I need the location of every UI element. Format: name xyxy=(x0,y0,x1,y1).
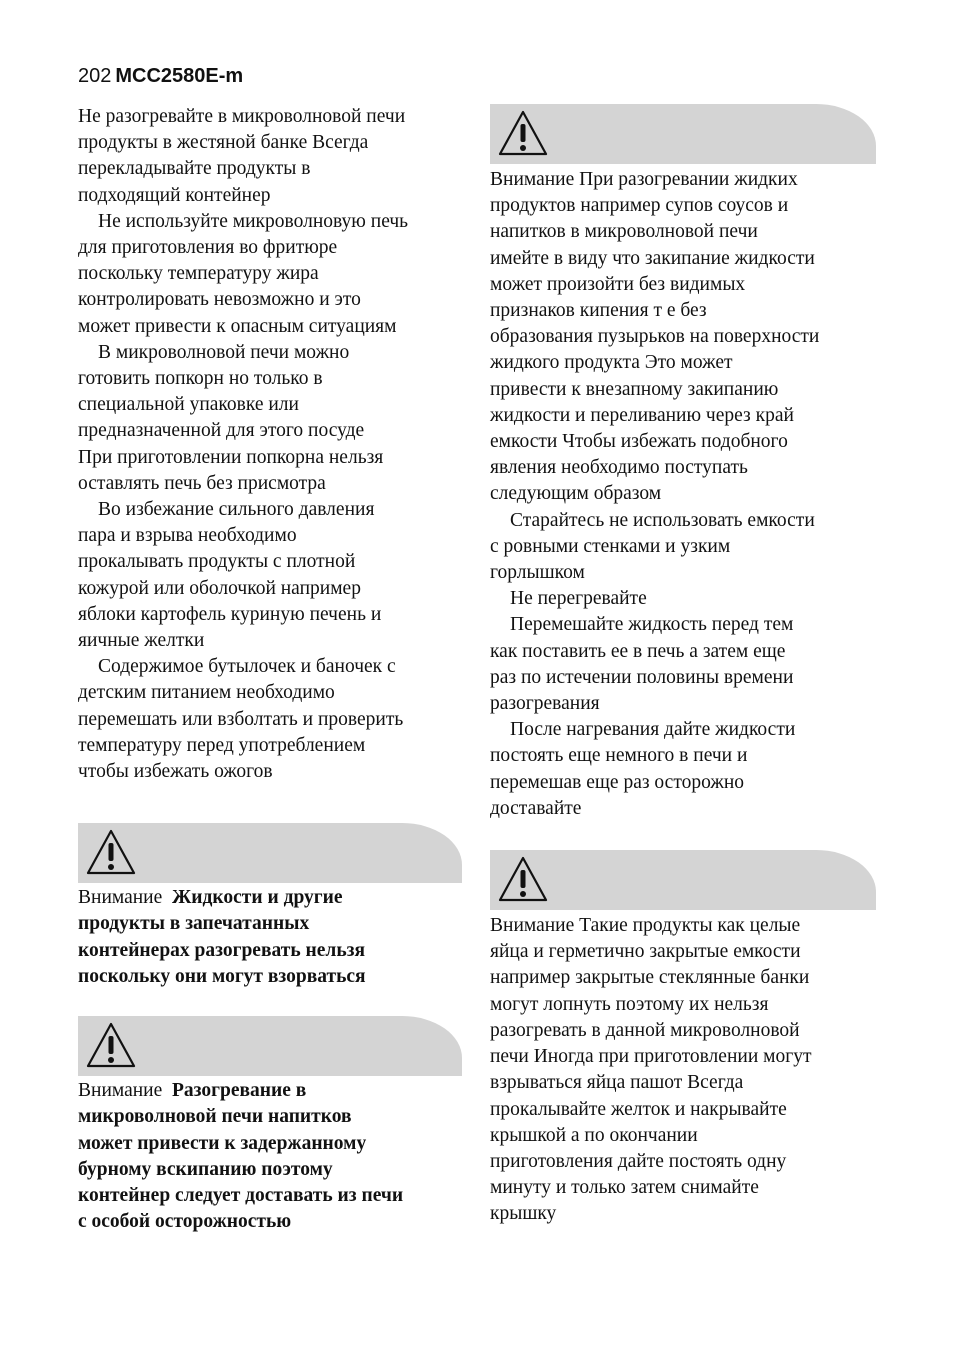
text-line: предназначенной для этого посуде xyxy=(78,420,365,442)
text-line: горлышком xyxy=(490,562,585,584)
text-line: яичные желтки xyxy=(78,630,205,652)
paragraph-pierce-food xyxy=(78,497,468,654)
left-column xyxy=(78,104,468,1235)
text-line: При приготовлении попкорна нельзя xyxy=(78,446,384,468)
text-line: разогревания xyxy=(490,693,600,715)
text-line: может привести к задержанному xyxy=(78,1132,367,1154)
text-line: детским питанием необходимо xyxy=(78,682,335,704)
warning-sealed-containers xyxy=(78,885,468,990)
text-line: пара и взрыва необходимо xyxy=(78,525,297,547)
text-line: Не разогревайте в микроволновой печи xyxy=(78,106,406,127)
text-line: крышку xyxy=(490,1203,557,1225)
text-line: яйца и герметично закрытые емкости xyxy=(490,941,801,963)
warning-banner xyxy=(490,104,876,164)
text-line: признаков кипения т е без xyxy=(490,300,707,322)
text-line: взрываться яйца пашот Всегда xyxy=(490,1072,744,1094)
warning-text: Жидкости и другие xyxy=(172,887,343,909)
text-line: перекладывайте продукты в xyxy=(78,158,311,180)
text-line: минуту и только затем снимайте xyxy=(490,1177,759,1199)
warning-delayed-boiling xyxy=(78,1078,468,1235)
warning-banner xyxy=(490,850,876,910)
text-line: продукты в запечатанных xyxy=(78,913,310,935)
text-line: перемешав еще раз осторожно xyxy=(490,771,745,793)
text-line: например закрытые стеклянные банки xyxy=(490,967,810,989)
text-line: Не используйте микроволновую печь xyxy=(98,210,409,232)
text-line: печи Иногда при приготовлении могут xyxy=(490,1046,812,1068)
text-line: продуктов например супов соусов и xyxy=(490,195,789,217)
text-line: крышкой а по окончании xyxy=(490,1124,698,1146)
text-line: продукты в жестяной банке Всегда xyxy=(78,132,369,154)
paragraph-popcorn xyxy=(78,340,468,497)
text-line: может произойти без видимых xyxy=(490,273,746,295)
text-line: жидкости и переливанию через край xyxy=(490,404,794,426)
warning-label: Внимание xyxy=(78,887,163,909)
text-line: для приготовления во фритюре xyxy=(78,237,338,259)
warning-label: Внимание xyxy=(78,1080,163,1102)
text-line: контейнерах разогревать нельзя xyxy=(78,939,366,961)
text-line: постоять еще немного в печи и xyxy=(490,745,748,767)
text-line: Содержимое бутылочек и баночек с xyxy=(98,656,396,678)
model-name: MCC2580E-m xyxy=(115,65,244,87)
text-line: прокалывайте желток и накрывайте xyxy=(490,1098,787,1120)
warning-triangle-icon xyxy=(85,828,137,876)
text-line: Внимание Такие продукты как целые xyxy=(490,915,801,937)
paragraph-stir xyxy=(490,612,880,717)
text-line: Перемешайте жидкость перед тем xyxy=(510,614,794,636)
paragraph-tin-can xyxy=(78,104,468,209)
text-line: кожурой или оболочкой например xyxy=(78,577,361,599)
text-line: напитков в микроволновой печи xyxy=(490,221,758,243)
text-line: может привести к опасным ситуациям xyxy=(78,315,397,337)
warning-banner xyxy=(78,1016,462,1076)
text-line: разогревать в данной микроволновой xyxy=(490,1019,800,1041)
text-line: бурному вскипанию поэтому xyxy=(78,1158,333,1180)
text-line: подходящий контейнер xyxy=(78,184,271,206)
text-line: поскольку температуру жира xyxy=(78,263,319,285)
text-line: следующим образом xyxy=(490,483,662,505)
text-line: контейнер следует доставать из печи xyxy=(78,1184,404,1206)
text-line: специальной упаковке или xyxy=(78,394,299,416)
text-line: образования пузырьков на поверхности xyxy=(490,326,820,348)
paragraph-deep-frying xyxy=(78,209,468,340)
text-line: яблоки картофель куриную печень и xyxy=(78,603,382,625)
warning-heating-liquids xyxy=(490,167,880,508)
text-line: явления необходимо поступать xyxy=(490,457,748,479)
text-line: емкости Чтобы избежать подобного xyxy=(490,431,788,453)
text-line: Во избежание сильного давления xyxy=(98,499,375,521)
text-line xyxy=(78,1078,468,1104)
page-number: 202 xyxy=(78,65,112,87)
paragraph-no-overheat xyxy=(490,586,880,612)
text-line: После нагревания дайте жидкости xyxy=(510,719,796,741)
text-line: имейте в виду что закипание жидкости xyxy=(490,247,815,269)
right-column xyxy=(490,104,880,1228)
text-line: контролировать невозможно и это xyxy=(78,289,361,311)
text-line: Не перегревайте xyxy=(510,588,647,610)
text-line: жидкого продукта Это может xyxy=(490,352,733,374)
text-line: доставайте xyxy=(490,797,582,819)
text-line: температуру перед употреблением xyxy=(78,734,366,756)
paragraph-container-shape xyxy=(490,508,880,587)
text-line: могут лопнуть поэтому их нельзя xyxy=(490,993,769,1015)
text-line xyxy=(78,885,468,911)
text-line: прокалывать продукты с плотной xyxy=(78,551,356,573)
warning-banner xyxy=(78,823,462,883)
text-line: Старайтесь не использовать емкости xyxy=(510,509,815,531)
warning-text: Разогревание в xyxy=(172,1080,307,1102)
text-line: приготовления дайте постоять одну xyxy=(490,1150,787,1172)
warning-triangle-icon xyxy=(85,1021,137,1069)
text-line: микроволновой печи напитков xyxy=(78,1106,352,1128)
text-line: поскольку они могут взорваться xyxy=(78,965,366,987)
paragraph-baby-food xyxy=(78,654,468,785)
text-line: чтобы избежать ожогов xyxy=(78,761,273,783)
warning-triangle-icon xyxy=(497,855,549,903)
text-line: перемешать или взболтать и проверить xyxy=(78,708,404,730)
text-line: как поставить ее в печь а затем еще xyxy=(490,640,786,662)
page-header xyxy=(78,64,243,88)
warning-triangle-icon xyxy=(497,109,549,157)
text-line: привести к внезапному закипанию xyxy=(490,378,779,400)
text-line: оставлять печь без присмотра xyxy=(78,472,326,494)
text-line: с особой осторожностью xyxy=(78,1211,292,1233)
text-line: В микроволновой печи можно xyxy=(98,341,350,363)
text-line: раз по истечении половины времени xyxy=(490,666,794,688)
text-line: готовить попкорн но только в xyxy=(78,368,323,390)
text-line: с ровными стенками и узким xyxy=(490,535,731,557)
paragraph-let-stand xyxy=(490,717,880,822)
text-line: Внимание При разогревании жидких xyxy=(490,169,798,190)
warning-eggs xyxy=(490,913,880,1227)
